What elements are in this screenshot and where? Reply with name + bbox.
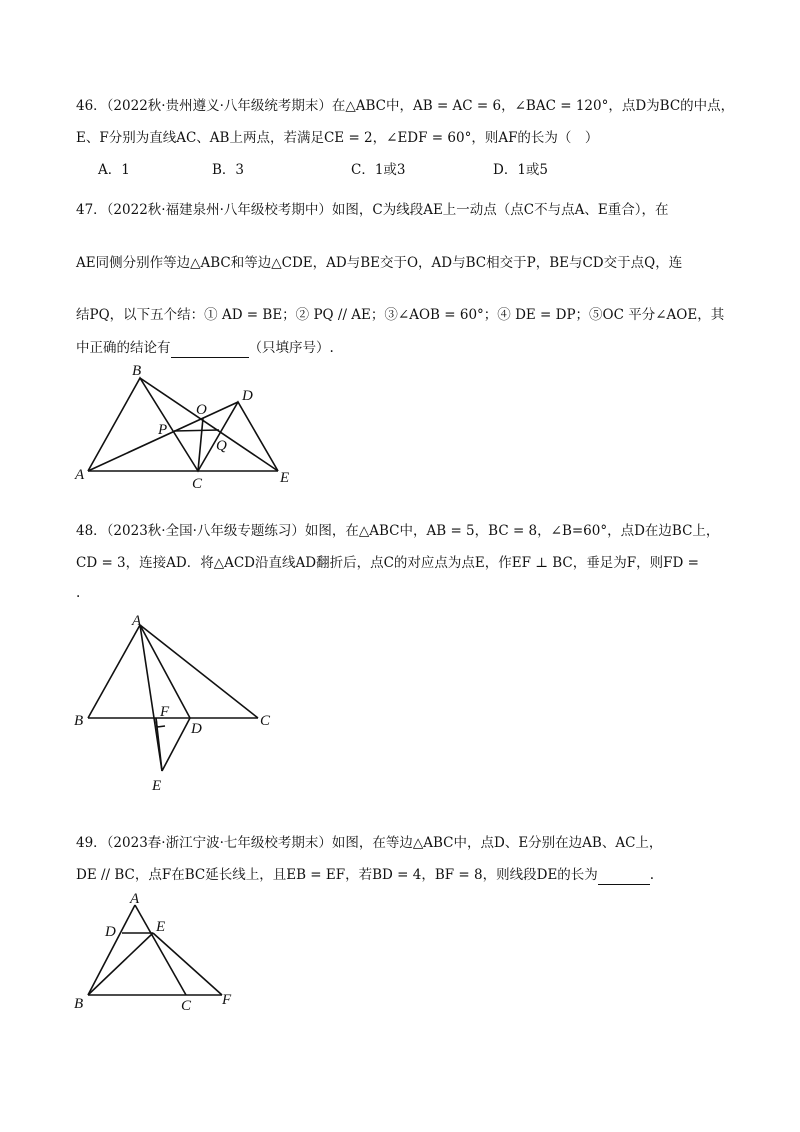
q48-label-d: D — [191, 721, 202, 737]
q47-label-b: B — [132, 363, 142, 379]
q49-line1: 49．（2023春·浙江宁波·七年级校考期末）如图，在等边△ABC中，点D、E分别在边AB、AC上， — [76, 835, 663, 851]
q47-label-d: D — [242, 388, 253, 404]
q47-label-q: Q — [216, 438, 227, 454]
q47-label-a: A — [75, 467, 85, 483]
q49-label-a: A — [130, 891, 140, 907]
q47-line3: 结PQ，以下五个结：① AD = BE；② PQ // AE；③∠AOB = 60°；④ DE = DP；⑤OC 平分∠AOE，其 — [76, 307, 725, 323]
q49-label-f: F — [222, 992, 232, 1008]
q47-line4 — [76, 337, 334, 358]
q46-option-a: A．1 — [98, 162, 130, 178]
q48-line2: CD = 3，连接AD．将△ACD沿直线AD翻折后，点C的对应点为点E，作EF ⊥ BC，垂足为F，则FD = — [76, 555, 699, 571]
q46-option-b: B．3 — [212, 162, 245, 178]
q47-label-e: E — [280, 470, 290, 486]
q47-figure — [70, 360, 310, 490]
q49-label-d: D — [105, 924, 116, 940]
q47-line4-text: 中正确的结论有 — [76, 340, 171, 356]
q47-label-p: P — [158, 422, 168, 438]
q47-line2: AE同侧分别作等边△ABC和等边△CDE，AD与BE交于O，AD与BC相交于P，BE与CD交于点Q，连 — [76, 255, 683, 271]
q46-line1: 46．（2022秋·贵州遵义·八年级统考期末）在△ABC中，AB = AC = 6，∠BAC = 120°，点D为BC的中点， — [76, 98, 735, 114]
q49-label-e: E — [156, 919, 166, 935]
q48-label-b: B — [74, 713, 84, 729]
q48-line3: . — [76, 585, 81, 601]
q47-label-o: O — [196, 402, 207, 418]
q48-label-f: F — [160, 704, 170, 720]
q49-segments — [88, 905, 222, 995]
q49-figure — [70, 885, 240, 1014]
q47-answer-blank — [171, 337, 249, 358]
q48-label-c: C — [260, 713, 271, 729]
q47-label-c: C — [192, 476, 203, 492]
q47-line1: 47．（2022秋·福建泉州·八年级校考期中）如图，C为线段AE上一动点（点C不与点A、E重合），在 — [76, 202, 669, 218]
q48-figure — [70, 605, 280, 795]
q49-answer-blank — [598, 864, 650, 885]
q46-line2: E、F分别为直线AC、AB上两点，若满足CE = 2，∠EDF = 60°，则AF的长为（ ） — [76, 130, 599, 146]
q48-line1: 48．（2023秋·全国·八年级专题练习）如图，在△ABC中，AB = 5，BC = 8，∠B=60°，点D在边BC上， — [76, 523, 720, 539]
q48-segments — [88, 625, 258, 771]
q49-label-c: C — [181, 998, 192, 1014]
q49-line2-text: DE // BC，点F在BC延长线上，且EB = EF，若BD = 4，BF = 8，则线段DE的长为 — [76, 867, 598, 883]
q46-option-c: C．1或3 — [351, 162, 406, 178]
q47-line4-tail: （只填序号）. — [248, 340, 334, 356]
q49-line2-tail: . — [649, 867, 655, 883]
q46-option-d: D．1或5 — [493, 162, 549, 178]
q49-line2 — [76, 864, 654, 885]
q48-label-e: E — [152, 778, 162, 794]
q48-label-a: A — [132, 613, 142, 629]
q49-label-b: B — [74, 996, 84, 1012]
